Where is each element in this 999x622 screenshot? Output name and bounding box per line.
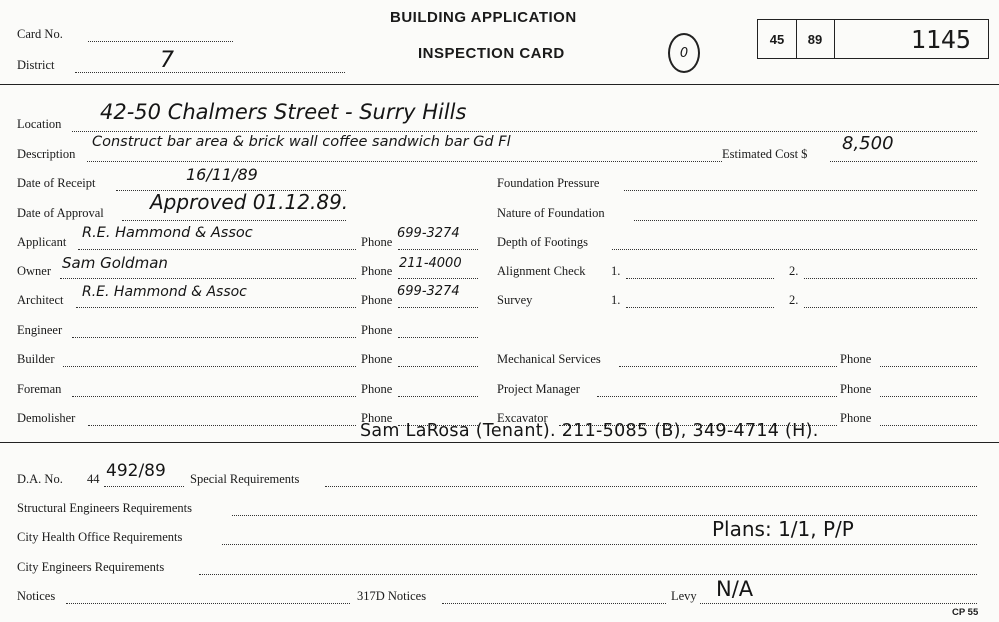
notices-317d-label: 317D Notices bbox=[357, 589, 427, 603]
architect-phone-field[interactable] bbox=[398, 307, 478, 308]
survey-field-2[interactable] bbox=[804, 307, 977, 308]
owner-phone-field[interactable] bbox=[398, 278, 478, 279]
survey-num2: 2. bbox=[789, 293, 799, 307]
foreman-phone-label: Phone bbox=[361, 382, 393, 396]
foundation-pressure-label: Foundation Pressure bbox=[497, 176, 600, 190]
foundation-pressure-field[interactable] bbox=[624, 190, 977, 191]
survey-label: Survey bbox=[497, 293, 533, 307]
date-of-approval-label: Date of Approval bbox=[17, 206, 104, 220]
engineer-label: Engineer bbox=[17, 323, 63, 337]
foreman-phone-field[interactable] bbox=[398, 396, 478, 397]
district-value: 7 bbox=[160, 48, 174, 73]
form-title-line2: INSPECTION CARD bbox=[418, 45, 565, 62]
excavator-phone-field[interactable] bbox=[880, 425, 977, 426]
project-manager-field[interactable] bbox=[597, 396, 837, 397]
applicant-field[interactable] bbox=[78, 249, 356, 250]
location-label: Location bbox=[17, 117, 62, 131]
levy-value: N/A bbox=[716, 577, 754, 601]
location-value: 42-50 Chalmers Street - Surry Hills bbox=[100, 100, 467, 124]
form-code: CP 55 bbox=[952, 607, 979, 618]
alignment-check-num1: 1. bbox=[611, 264, 621, 278]
architect-label: Architect bbox=[17, 293, 64, 307]
notices-field[interactable] bbox=[66, 603, 350, 604]
project-manager-label: Project Manager bbox=[497, 382, 580, 396]
card-no-label: Card No. bbox=[17, 27, 63, 41]
excavator-phone-label: Phone bbox=[840, 411, 872, 425]
owner-label: Owner bbox=[17, 264, 52, 278]
notices-label: Notices bbox=[17, 589, 56, 603]
description-value: Construct bar area & brick wall coffee sandwich bar Gd Fl bbox=[92, 134, 511, 150]
demolisher-field[interactable] bbox=[88, 425, 356, 426]
district-field[interactable] bbox=[75, 72, 345, 73]
structural-requirements-field[interactable] bbox=[232, 515, 977, 516]
builder-label: Builder bbox=[17, 352, 55, 366]
architect-value: R.E. Hammond & Assoc bbox=[82, 284, 247, 300]
date-of-approval-value: Approved 01.12.89. bbox=[150, 190, 349, 214]
owner-value: Sam Goldman bbox=[62, 254, 168, 272]
da-no-prefix: 44 bbox=[87, 472, 100, 486]
header-divider bbox=[0, 84, 999, 85]
builder-phone-field[interactable] bbox=[398, 366, 478, 367]
depth-of-footings-label: Depth of Footings bbox=[497, 235, 588, 249]
estimated-cost-value: 8,500 bbox=[842, 133, 894, 154]
engineer-phone-label: Phone bbox=[361, 323, 393, 337]
mechanical-services-phone-label: Phone bbox=[840, 352, 872, 366]
depth-of-footings-field[interactable] bbox=[612, 249, 977, 250]
da-no-value: 492/89 bbox=[106, 461, 166, 481]
levy-label: Levy bbox=[671, 589, 697, 603]
levy-field[interactable] bbox=[700, 603, 977, 604]
survey-num1: 1. bbox=[611, 293, 621, 307]
estimated-cost-label: Estimated Cost $ bbox=[722, 147, 808, 161]
architect-phone-label: Phone bbox=[361, 293, 393, 307]
notices-317d-field[interactable] bbox=[442, 603, 666, 604]
engineer-field[interactable] bbox=[72, 337, 356, 338]
applicant-value: R.E. Hammond & Assoc bbox=[82, 225, 253, 241]
mechanical-services-label: Mechanical Services bbox=[497, 352, 601, 366]
da-no-field[interactable] bbox=[104, 486, 184, 487]
mechanical-services-phone-field[interactable] bbox=[880, 366, 977, 367]
structural-requirements-label: Structural Engineers Requirements bbox=[17, 501, 192, 515]
mechanical-services-field[interactable] bbox=[619, 366, 837, 367]
applicant-phone-label: Phone bbox=[361, 235, 393, 249]
tenant-note: Sam LaRosa (Tenant). 211-5085 (B), 349-4714 (H). bbox=[360, 421, 819, 441]
ref-number-box bbox=[757, 19, 989, 59]
district-label: District bbox=[17, 58, 55, 72]
date-of-receipt-label: Date of Receipt bbox=[17, 176, 96, 190]
owner-field[interactable] bbox=[60, 278, 356, 279]
location-field[interactable] bbox=[72, 131, 977, 132]
circled-mark bbox=[668, 33, 700, 73]
engineer-phone-field[interactable] bbox=[398, 337, 478, 338]
demolisher-label: Demolisher bbox=[17, 411, 76, 425]
da-no-label: D.A. No. bbox=[17, 472, 63, 486]
alignment-check-field-2[interactable] bbox=[804, 278, 977, 279]
city-health-label: City Health Office Requirements bbox=[17, 530, 183, 544]
date-of-approval-field[interactable] bbox=[122, 220, 346, 221]
ref-part2: 89 bbox=[796, 20, 835, 58]
builder-field[interactable] bbox=[63, 366, 356, 367]
project-manager-phone-field[interactable] bbox=[880, 396, 977, 397]
alignment-check-field-1[interactable] bbox=[626, 278, 774, 279]
owner-phone-value: 211-4000 bbox=[399, 256, 462, 271]
description-field[interactable] bbox=[87, 161, 722, 162]
ref-part1: 45 bbox=[758, 20, 797, 58]
city-engineers-label: City Engineers Requirements bbox=[17, 560, 165, 574]
city-health-value: Plans: 1/1, P/P bbox=[712, 517, 854, 541]
ref-number: 1145 bbox=[910, 24, 971, 54]
foreman-label: Foreman bbox=[17, 382, 62, 396]
owner-phone-label: Phone bbox=[361, 264, 393, 278]
survey-field-1[interactable] bbox=[626, 307, 774, 308]
date-of-receipt-value: 16/11/89 bbox=[186, 165, 258, 184]
special-requirements-field[interactable] bbox=[325, 486, 977, 487]
nature-of-foundation-field[interactable] bbox=[634, 220, 977, 221]
special-requirements-label: Special Requirements bbox=[190, 472, 300, 486]
foreman-field[interactable] bbox=[72, 396, 356, 397]
alignment-check-num2: 2. bbox=[789, 264, 799, 278]
section-divider bbox=[0, 442, 999, 443]
demolisher-phone-label: Phone bbox=[361, 411, 393, 425]
builder-phone-label: Phone bbox=[361, 352, 393, 366]
alignment-check-label: Alignment Check bbox=[497, 264, 586, 278]
card-no-field[interactable] bbox=[88, 41, 233, 42]
project-manager-phone-label: Phone bbox=[840, 382, 872, 396]
architect-field[interactable] bbox=[76, 307, 356, 308]
applicant-phone-value: 699-3274 bbox=[397, 226, 460, 241]
architect-phone-value: 699-3274 bbox=[397, 284, 460, 299]
estimated-cost-field[interactable] bbox=[830, 161, 977, 162]
description-label: Description bbox=[17, 147, 76, 161]
excavator-label: Excavator bbox=[497, 411, 548, 425]
circled-mark-text: 0 bbox=[679, 45, 689, 61]
applicant-phone-field[interactable] bbox=[398, 249, 478, 250]
nature-of-foundation-label: Nature of Foundation bbox=[497, 206, 605, 220]
form-title-line1: BUILDING APPLICATION bbox=[390, 9, 577, 26]
city-engineers-field[interactable] bbox=[199, 574, 977, 575]
applicant-label: Applicant bbox=[17, 235, 67, 249]
city-health-field[interactable] bbox=[222, 544, 977, 545]
